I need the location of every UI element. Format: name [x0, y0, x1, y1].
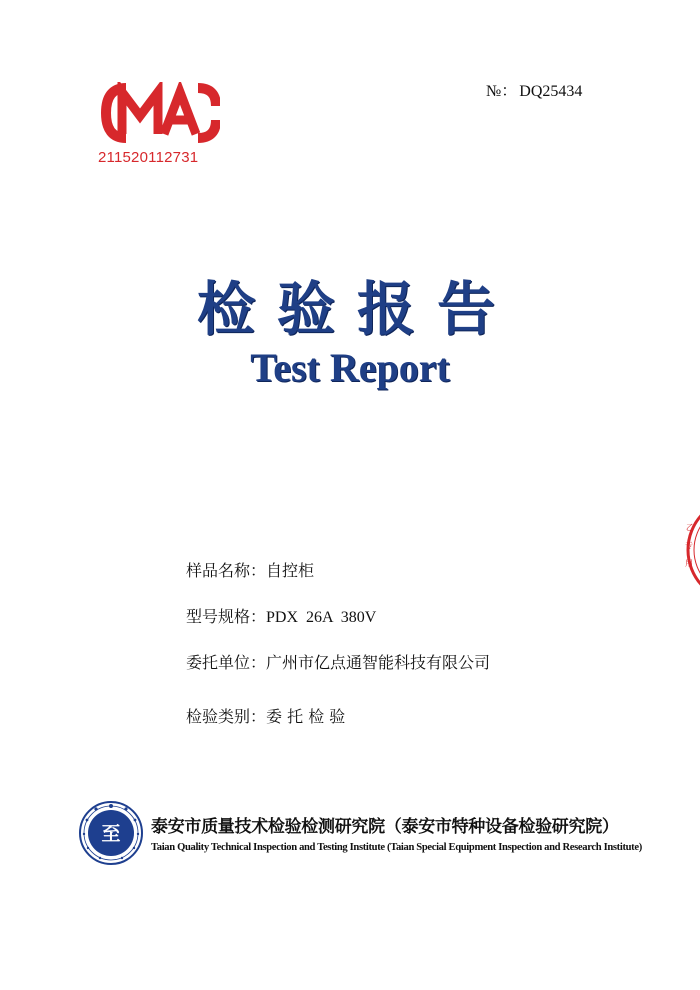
- model-spec-label: 型号规格：: [186, 607, 267, 626]
- inspection-type-row: [186, 704, 345, 727]
- client-label: 委托单位：: [186, 653, 267, 672]
- cma-number: 211520112731: [98, 149, 199, 166]
- svg-text:用: 用: [685, 559, 693, 568]
- svg-text:乙: 乙: [686, 523, 694, 532]
- report-number: [486, 78, 582, 101]
- cma-mark: [100, 82, 230, 172]
- page-title-cn: 检验报告: [196, 275, 517, 343]
- model-spec-value: PDX 26A 380V: [266, 609, 377, 626]
- seal-stamp-icon: [680, 500, 700, 600]
- cma-logo-icon: [100, 82, 220, 144]
- institute-seal-icon: [78, 800, 144, 866]
- report-number-value: DQ25434: [519, 83, 583, 100]
- institute-name-en: Taian Quality Technical Inspection and Testing Institute (Taian Special Equipment Inspection and Research Institute): [151, 842, 642, 853]
- sample-name-row: [186, 558, 314, 581]
- page-title-en: Test Report: [250, 345, 450, 390]
- model-spec-row: [186, 604, 376, 627]
- institute-name-cn: 泰安市质量技术检验检测研究院（泰安市特种设备检验研究院）: [151, 817, 619, 837]
- client-value: 广州市亿点通智能科技有限公司: [266, 653, 491, 672]
- inspection-type-label: 检验类别：: [186, 707, 267, 726]
- svg-text:至: 至: [101, 823, 121, 845]
- sample-name-label: 样品名称：: [186, 561, 267, 580]
- sample-name-value: 自控柜: [266, 561, 315, 580]
- inspection-type-value: 委 托 检 验: [266, 707, 346, 726]
- svg-text:专: 专: [685, 541, 693, 550]
- client-row: [186, 650, 490, 673]
- report-number-label: №：: [486, 83, 518, 100]
